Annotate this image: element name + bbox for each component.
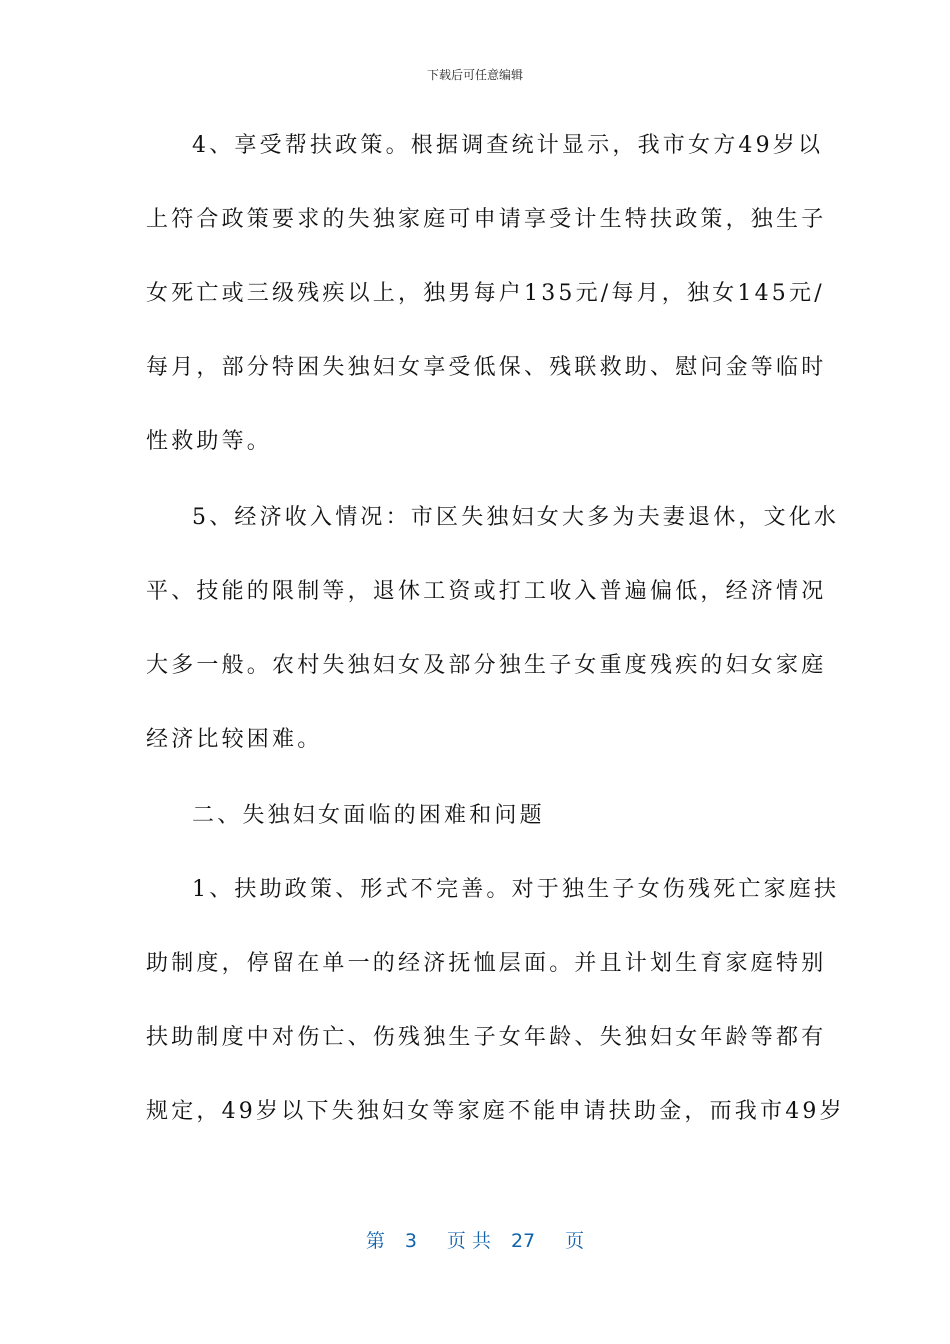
paragraph-line: 性救助等。 xyxy=(146,429,273,454)
paragraph-line: 5、经济收入情况：市区失独妇女大多为夫妻退休，文化水 xyxy=(192,505,840,530)
footer-suffix: 页 xyxy=(565,1230,585,1252)
paragraph-line: 经济比较困难。 xyxy=(146,727,323,752)
paragraph-line: 女死亡或三级残疾以上，独男每户135元/每月，独女145元/ xyxy=(146,281,825,306)
paragraph-line: 1、扶助政策、形式不完善。对于独生子女伤残死亡家庭扶 xyxy=(192,877,840,902)
paragraph-line: 助制度，停留在单一的经济抚恤层面。并且计划生育家庭特别 xyxy=(146,951,827,976)
section-heading: 二、失独妇女面临的困难和问题 xyxy=(192,803,545,828)
paragraph-line: 4、享受帮扶政策。根据调查统计显示，我市女方49岁以 xyxy=(192,133,824,158)
paragraph-line: 上符合政策要求的失独家庭可申请享受计生特扶政策，独生子 xyxy=(146,207,827,232)
paragraph-line: 规定，49岁以下失独妇女等家庭不能申请扶助金，而我市49岁 xyxy=(146,1099,845,1124)
paragraph-line: 扶助制度中对伤亡、伤残独生子女年龄、失独妇女年龄等都有 xyxy=(146,1025,827,1050)
paragraph-line: 大多一般。农村失独妇女及部分独生子女重度残疾的妇女家庭 xyxy=(146,653,827,678)
paragraph-line: 每月，部分特困失独妇女享受低保、残联救助、慰问金等临时 xyxy=(146,355,827,380)
page-footer xyxy=(0,1226,950,1253)
paragraph-line: 平、技能的限制等，退休工资或打工收入普遍偏低，经济情况 xyxy=(146,579,827,604)
footer-middle: 页 共 xyxy=(446,1230,491,1252)
footer-prefix: 第 xyxy=(365,1230,385,1252)
footer-total-pages: 27 xyxy=(510,1230,536,1252)
footer-page-number: 3 xyxy=(404,1230,417,1252)
header-note: 下载后可任意编辑 xyxy=(426,68,523,82)
